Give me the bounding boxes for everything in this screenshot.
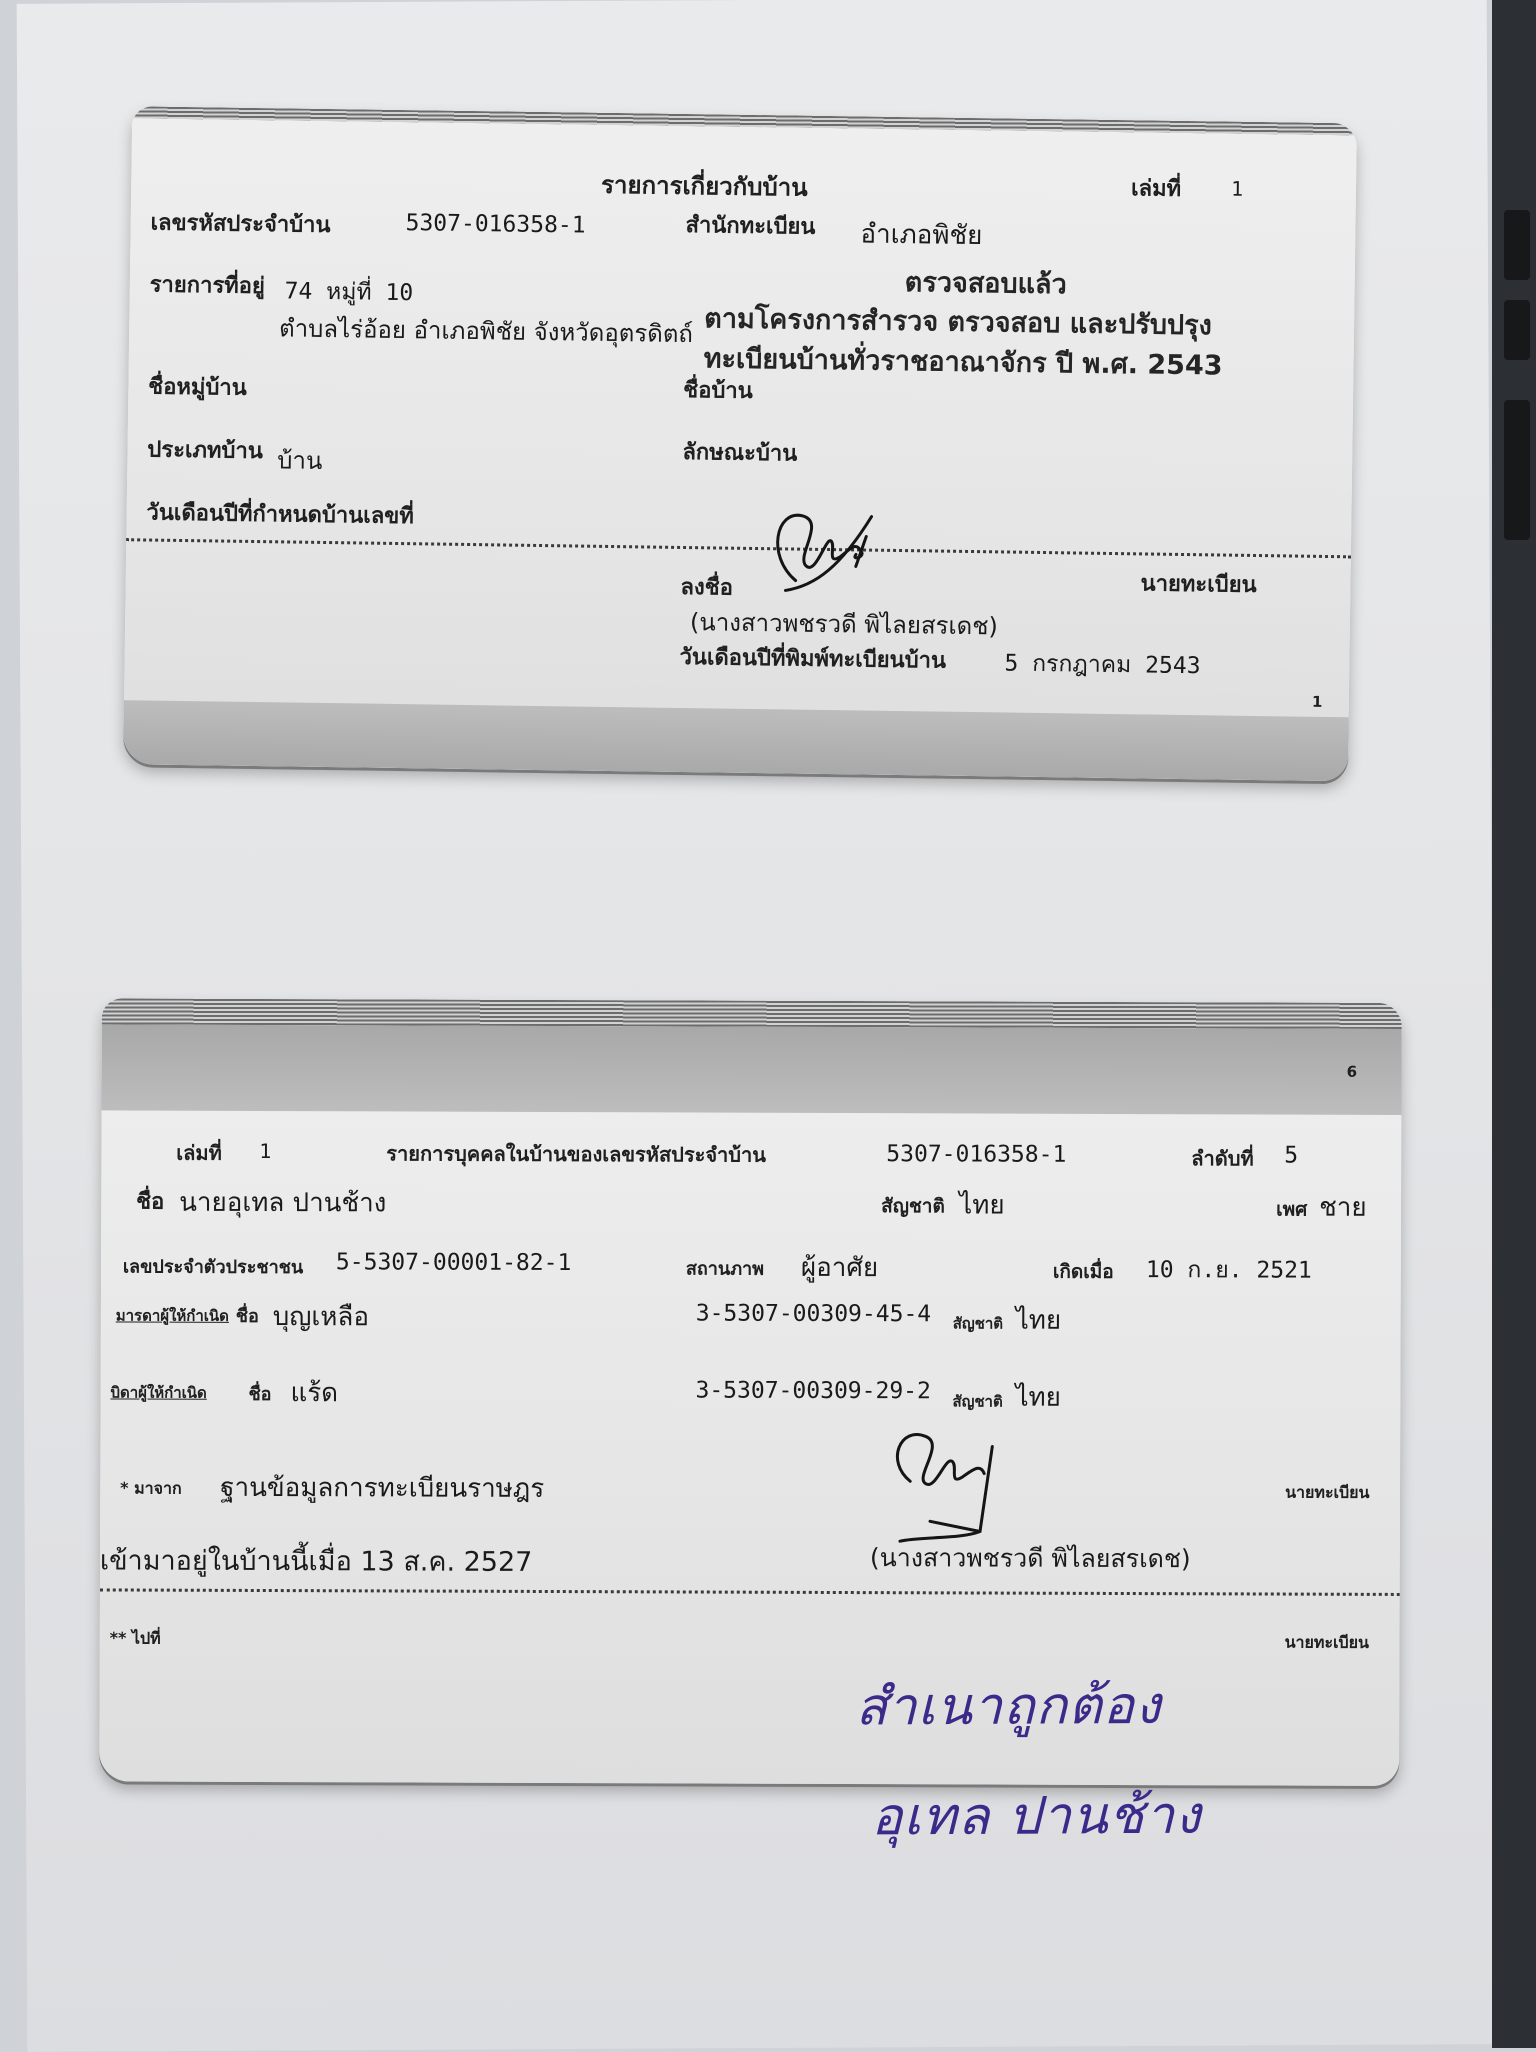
house-record-title: รายการเกี่ยวกับบ้าน <box>600 170 808 202</box>
house-code-label: เลขรหัสประจำบ้าน <box>150 210 331 239</box>
stamp-line-1: ตรวจสอบแล้ว <box>904 267 1067 301</box>
assigned-date-label: วันเดือนปีที่กำหนดบ้านเลขที่ <box>146 500 414 530</box>
book-no: 1 <box>259 1138 272 1164</box>
book-no-label: เล่มที่ <box>176 1140 222 1165</box>
sex-label: เพศ <box>1276 1198 1308 1221</box>
moved-in: เข้ามาอยู่ในบ้านนี้เมื่อ 13 ส.ค. 2527 <box>99 1545 533 1578</box>
gray-band <box>123 700 1349 781</box>
mother-name: บุญเหลือ <box>272 1302 370 1333</box>
nationality: ไทย <box>959 1190 1005 1221</box>
id-number: 5-5307-00001-82-1 <box>335 1249 572 1277</box>
from-value: ฐานข้อมูลการทะเบียนราษฎร <box>220 1472 545 1504</box>
stamp-line-3: ทะเบียนบ้านทั่วราชอาณาจักร ปี พ.ศ. 2543 <box>703 343 1223 382</box>
page-number: 1 <box>1311 692 1323 711</box>
order-value: 5 <box>1284 1142 1299 1169</box>
page-number: 6 <box>1346 1062 1358 1081</box>
mother-nat-label: สัญชาติ <box>952 1314 1004 1333</box>
print-date: 5 กรกฎาคม 2543 <box>1004 650 1201 680</box>
order-label: ลำดับที่ <box>1191 1146 1254 1171</box>
birth-label: เกิดเมื่อ <box>1052 1260 1114 1283</box>
address-line-2: ตำบลไร่อ้อย อำเภอพิชัย จังหวัดอุตรดิตถ์ <box>278 314 694 349</box>
mother-nationality: ไทย <box>1015 1305 1062 1336</box>
dotted-divider <box>126 538 1351 558</box>
father-id: 3-5307-00309-29-2 <box>695 1377 931 1405</box>
registrar-label-2: นายทะเบียน <box>1284 1632 1370 1652</box>
house-code: 5307-016358-1 <box>405 210 586 239</box>
registrar-signature-icon <box>755 495 887 607</box>
book-no-label: เล่มที่ <box>1130 176 1182 202</box>
registrar-name: (นางสาวพชรวดี พิไลยสรเดช) <box>869 1543 1191 1574</box>
house-type: บ้าน <box>277 446 323 475</box>
father-name: แร้ด <box>290 1378 339 1409</box>
name-label: ชื่อ <box>136 1189 165 1215</box>
house-type-label: ประเภทบ้าน <box>147 437 264 465</box>
mother-label: มารดาผู้ให้กำเนิด <box>115 1306 229 1325</box>
sex: ชาย <box>1319 1192 1367 1223</box>
house-record-page <box>123 106 1357 781</box>
registrar-signature-icon <box>880 1421 1020 1551</box>
id-label: เลขประจำตัวประชาชน <box>122 1256 304 1279</box>
address-label: รายการที่อยู่ <box>149 272 266 300</box>
village-label: ชื่อหมู่บ้าน <box>148 374 247 401</box>
house-feature-label: ลักษณะบ้าน <box>682 439 798 467</box>
address-line-1: 74 หมู่ที่ 10 <box>284 278 414 307</box>
book-no: 1 <box>1230 176 1244 201</box>
father-nat-label: สัญชาติ <box>952 1392 1003 1411</box>
mother-id: 3-5307-00309-45-4 <box>695 1300 932 1328</box>
father-label: บิดาผู้ให้กำเนิด <box>110 1383 207 1402</box>
house-name-label: ชื่อบ้าน <box>683 377 753 404</box>
from-label: * มาจาก <box>120 1478 182 1498</box>
gray-band <box>101 1024 1401 1115</box>
nationality-label: สัญชาติ <box>881 1195 945 1218</box>
father-nationality: ไทย <box>1015 1382 1061 1413</box>
registrar-name: (นางสาวพชรวดี พิไลยสรเดช) <box>689 608 999 641</box>
office-value: อำเภอพิชัย <box>860 219 983 252</box>
person-record-title: รายการบุคคลในบ้านของเลขรหัสประจำบ้าน <box>386 1141 766 1167</box>
father-name-label: ชื่อ <box>248 1383 272 1406</box>
office-label: สำนักทะเบียน <box>685 212 816 240</box>
house-code: 5307-016358-1 <box>886 1141 1067 1168</box>
handwritten-signer: อุเทล ปานช้าง <box>870 1785 1202 1848</box>
person-record-page <box>99 998 1402 1786</box>
mother-name-label: ชื่อ <box>235 1305 259 1327</box>
print-date-label: วันเดือนปีที่พิมพ์ทะเบียนบ้าน <box>679 644 947 674</box>
person-name: นายอุเทล ปานช้าง <box>179 1187 387 1219</box>
birth-date: 10 ก.ย. 2521 <box>1145 1257 1312 1284</box>
paper-sheet <box>17 0 1498 2052</box>
dotted-divider <box>100 1588 1400 1596</box>
registrar-label: นายทะเบียน <box>1140 571 1257 599</box>
status-value: ผู้อาศัย <box>800 1252 879 1284</box>
stamp-line-2: ตามโครงการสำรวจ ตรวจสอบ และปรับปรุง <box>704 303 1213 342</box>
registrar-label-1: นายทะเบียน <box>1285 1482 1370 1502</box>
background-strip <box>1492 0 1536 2048</box>
sign-label: ลงชื่อ <box>680 574 734 601</box>
to-label: ** ไปที่ <box>109 1628 161 1648</box>
handwritten-certify: สำเนาถูกต้อง <box>855 1675 1162 1738</box>
page-edge <box>132 106 1357 135</box>
status-label: สถานภาพ <box>685 1258 765 1280</box>
